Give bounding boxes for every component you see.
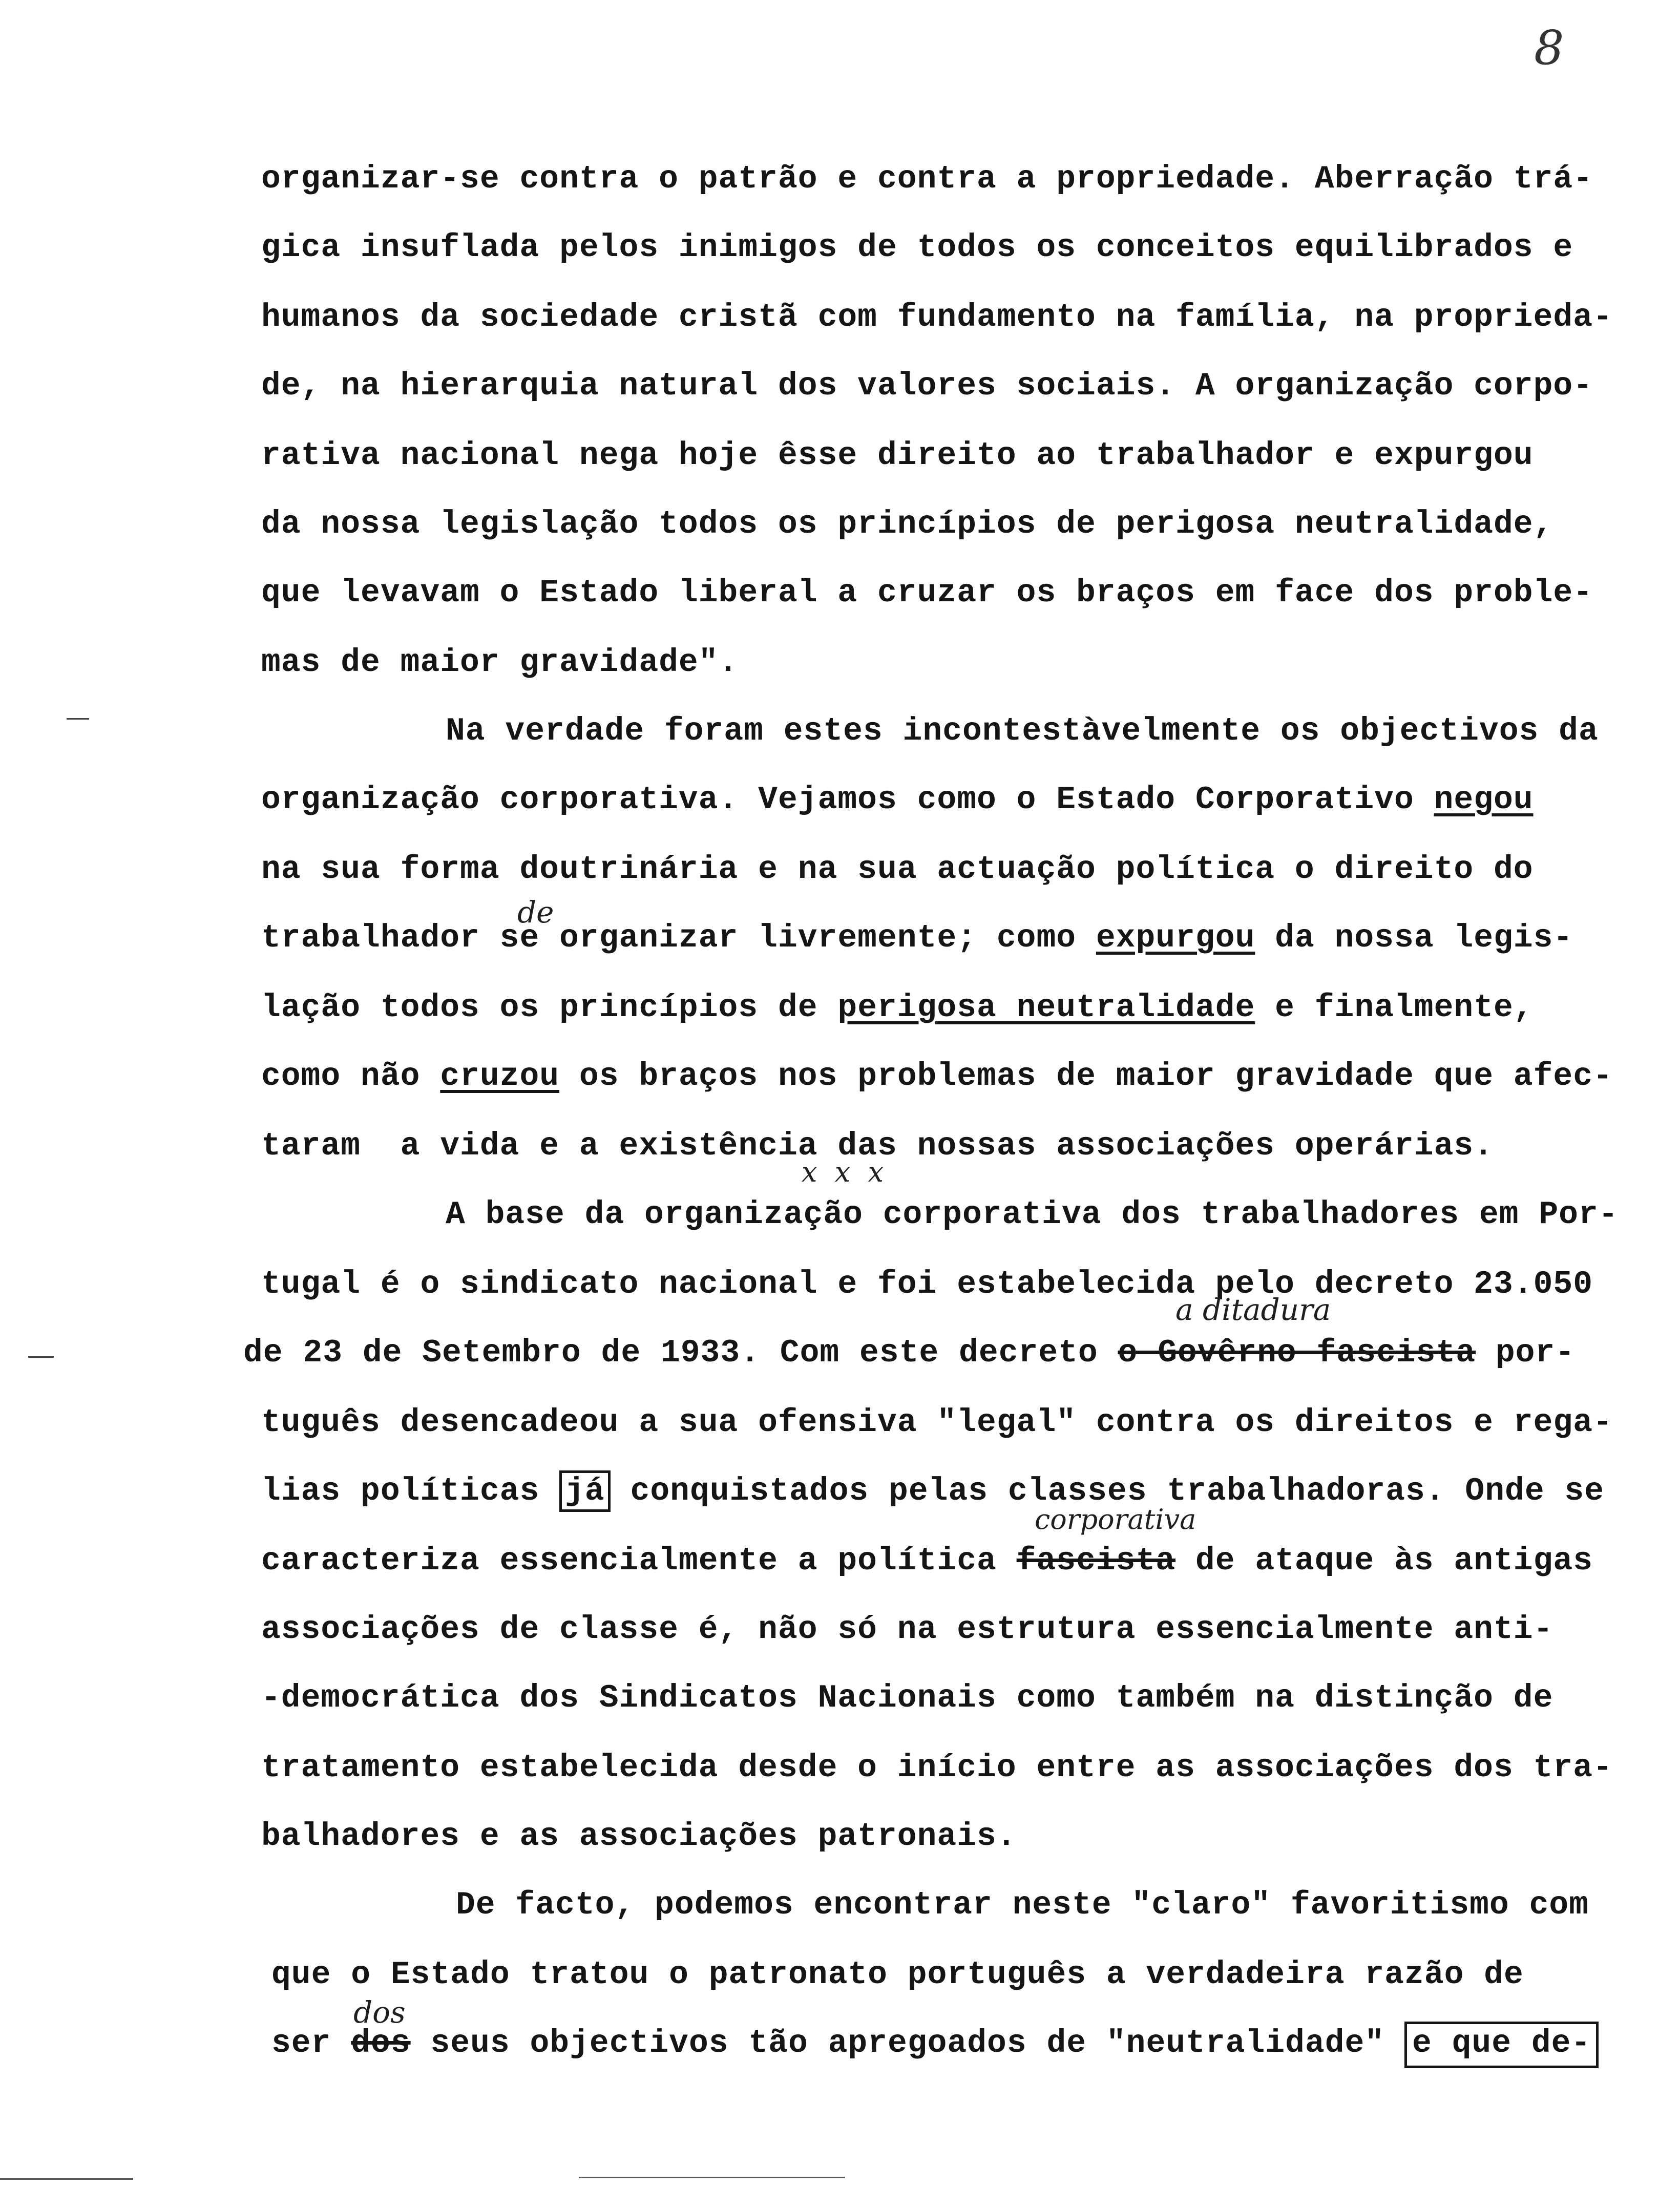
handwritten-correction: a ditadura <box>1175 1292 1331 1327</box>
text-line <box>243 1337 1575 1369</box>
boxed-ending: e que de- <box>1404 2022 1599 2068</box>
text-span: os braços nos problemas de maior gravidade que afec- <box>579 1058 1613 1095</box>
text-span: de 23 de Setembro de 1933. Com este decreto <box>243 1335 1098 1371</box>
text-line: taram a vida e a existência das nossas associações operárias. <box>261 1128 1494 1164</box>
text-line: de, na hierarquia natural dos valores sociais. A organização corpo- <box>261 368 1593 404</box>
text-line <box>261 1545 1593 1577</box>
text-line <box>261 1475 1604 1507</box>
text-line: organizar-se contra o patrão e contra a propriedade. Aberração trá- <box>261 161 1593 197</box>
text-line: tratamento estabelecida desde o início entre as associações dos tra- <box>261 1750 1613 1786</box>
text-span: seus objectivos tão apregoados de "neutralidade" <box>430 2025 1385 2061</box>
paragraph-first-line: De facto, podemos encontrar neste "claro" favoritismo com <box>456 1887 1589 1923</box>
text-line: que levavam o Estado liberal a cruzar os braços em face dos proble- <box>261 575 1593 611</box>
text-line: na sua forma doutrinária e na sua actuação política o direito do <box>261 851 1534 888</box>
text-line: balhadores e as associações patronais. <box>261 1818 1017 1855</box>
text-line <box>261 1058 1613 1095</box>
text-line: da nossa legislação todos os princípios de perigosa neutralidade, <box>261 506 1553 542</box>
text-line: -democrática dos Sindicatos Nacionais como também na distinção de <box>261 1680 1553 1716</box>
struck-text: o Govêrno fascista <box>1118 1335 1476 1371</box>
text-line <box>261 992 1534 1024</box>
text-span: e finalmente, <box>1275 990 1534 1026</box>
text-line: associações de classe é, não só na estrutura essencialmente anti- <box>261 1611 1553 1648</box>
text-span: de ataque às antigas <box>1195 1543 1593 1579</box>
bottom-edge-mark <box>579 2177 845 2178</box>
text-span: ser <box>271 2025 331 2061</box>
text-line <box>271 2027 1599 2059</box>
page-number: 8 <box>1534 20 1564 75</box>
text-span: organização corporativa. Vejamos como o Estado Corporativo <box>261 782 1414 818</box>
text-line: que o Estado tratou o patronato português a verdadeira razão de <box>271 1956 1524 1993</box>
text-line: mas de maior gravidade". <box>261 644 739 681</box>
struck-text: fascista <box>1016 1543 1176 1579</box>
text-span: trabalhador se organizar livremente; como <box>261 920 1077 956</box>
handwritten-correction: corporativa <box>1035 1503 1196 1535</box>
underlined-word: expurgou <box>1096 920 1255 956</box>
handwritten-insertion: de <box>517 895 554 930</box>
bottom-edge-mark <box>0 2178 133 2180</box>
section-separator: x x x <box>802 1156 884 1188</box>
text-span: conquistados pelas classes trabalhadoras. Onde se <box>630 1473 1605 1509</box>
handwritten-insertion: dos <box>353 1995 406 2030</box>
text-line: gica insuflada pelos inimigos de todos os conceitos equilibrados e <box>261 229 1573 266</box>
text-line <box>261 784 1534 816</box>
text-span: da nossa legis- <box>1275 920 1573 956</box>
underlined-word: negou <box>1434 782 1534 818</box>
text-line <box>261 922 1573 954</box>
text-span: por- <box>1495 1335 1576 1371</box>
text-line: tuguês desencadeou a sua ofensiva "legal" contra os direitos e rega- <box>261 1404 1613 1441</box>
struck-text: dos <box>351 2025 411 2061</box>
boxed-word: já <box>559 1470 611 1512</box>
underlined-word: cruzou <box>440 1058 560 1095</box>
text-span: lias políticas <box>261 1473 540 1509</box>
margin-mark <box>28 1356 54 1358</box>
text-span: lação todos os princípios de <box>261 990 818 1026</box>
text-line: tugal é o sindicato nacional e foi estabelecida pelo decreto 23.050 <box>261 1266 1593 1302</box>
margin-mark <box>67 718 89 720</box>
text-line: rativa nacional nega hoje êsse direito ao trabalhador e expurgou <box>261 437 1534 474</box>
text-line: humanos da sociedade cristã com fundamento na família, na proprieda- <box>261 299 1613 335</box>
underlined-phrase: perigosa neutralidade <box>837 990 1255 1026</box>
text-span: como não <box>261 1058 421 1095</box>
paragraph-first-line: A base da organização corporativa dos trabalhadores em Por- <box>446 1196 1619 1233</box>
text-span: caracteriza essencialmente a política <box>261 1543 997 1579</box>
paragraph-first-line: Na verdade foram estes incontestàvelmente os objectivos da <box>446 713 1599 749</box>
